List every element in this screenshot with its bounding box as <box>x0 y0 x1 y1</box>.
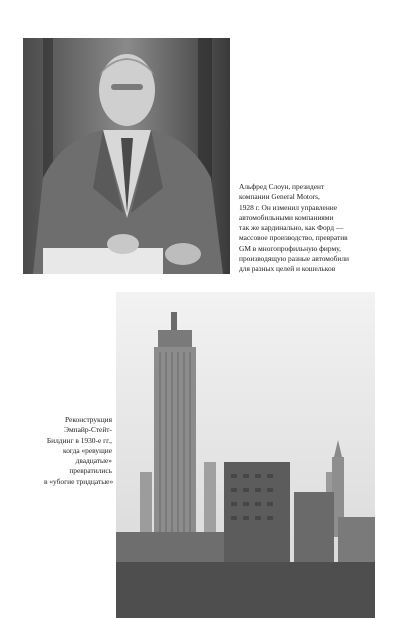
caption-line: когда «ревущие <box>63 445 112 455</box>
portrait-illustration <box>23 38 230 274</box>
portrait-photo <box>23 38 230 274</box>
caption-line: компании General Motors, <box>239 192 320 202</box>
caption-line: двадцатые» <box>75 456 112 466</box>
skyline-illustration <box>116 292 375 618</box>
caption-line: массовое производство, превратив <box>239 233 348 243</box>
caption-line: превратились <box>69 466 112 476</box>
caption-line: Реконструкция <box>65 415 112 424</box>
caption-line: Альфред Слоун, президент <box>239 182 325 191</box>
building-photo <box>116 292 375 618</box>
caption-line: Эмпайр-Стейт- <box>64 425 112 435</box>
caption-line: в «убогие тридцатые» <box>44 476 114 486</box>
caption-line: производящую разные автомобили <box>239 254 350 264</box>
caption-line: для разных целей и кошельков <box>239 264 336 274</box>
caption-line: GM в многопрофильную фирму, <box>239 243 341 253</box>
caption-line: автомобильными компаниями <box>239 212 334 222</box>
portrait-caption <box>239 182 399 275</box>
building-caption <box>44 415 112 487</box>
caption-line: так же кардинально, как Форд — <box>239 223 344 233</box>
caption-line: Билдинг в 1930-е гг., <box>46 435 112 445</box>
caption-line: 1928 г. Он изменил управление <box>239 202 338 212</box>
